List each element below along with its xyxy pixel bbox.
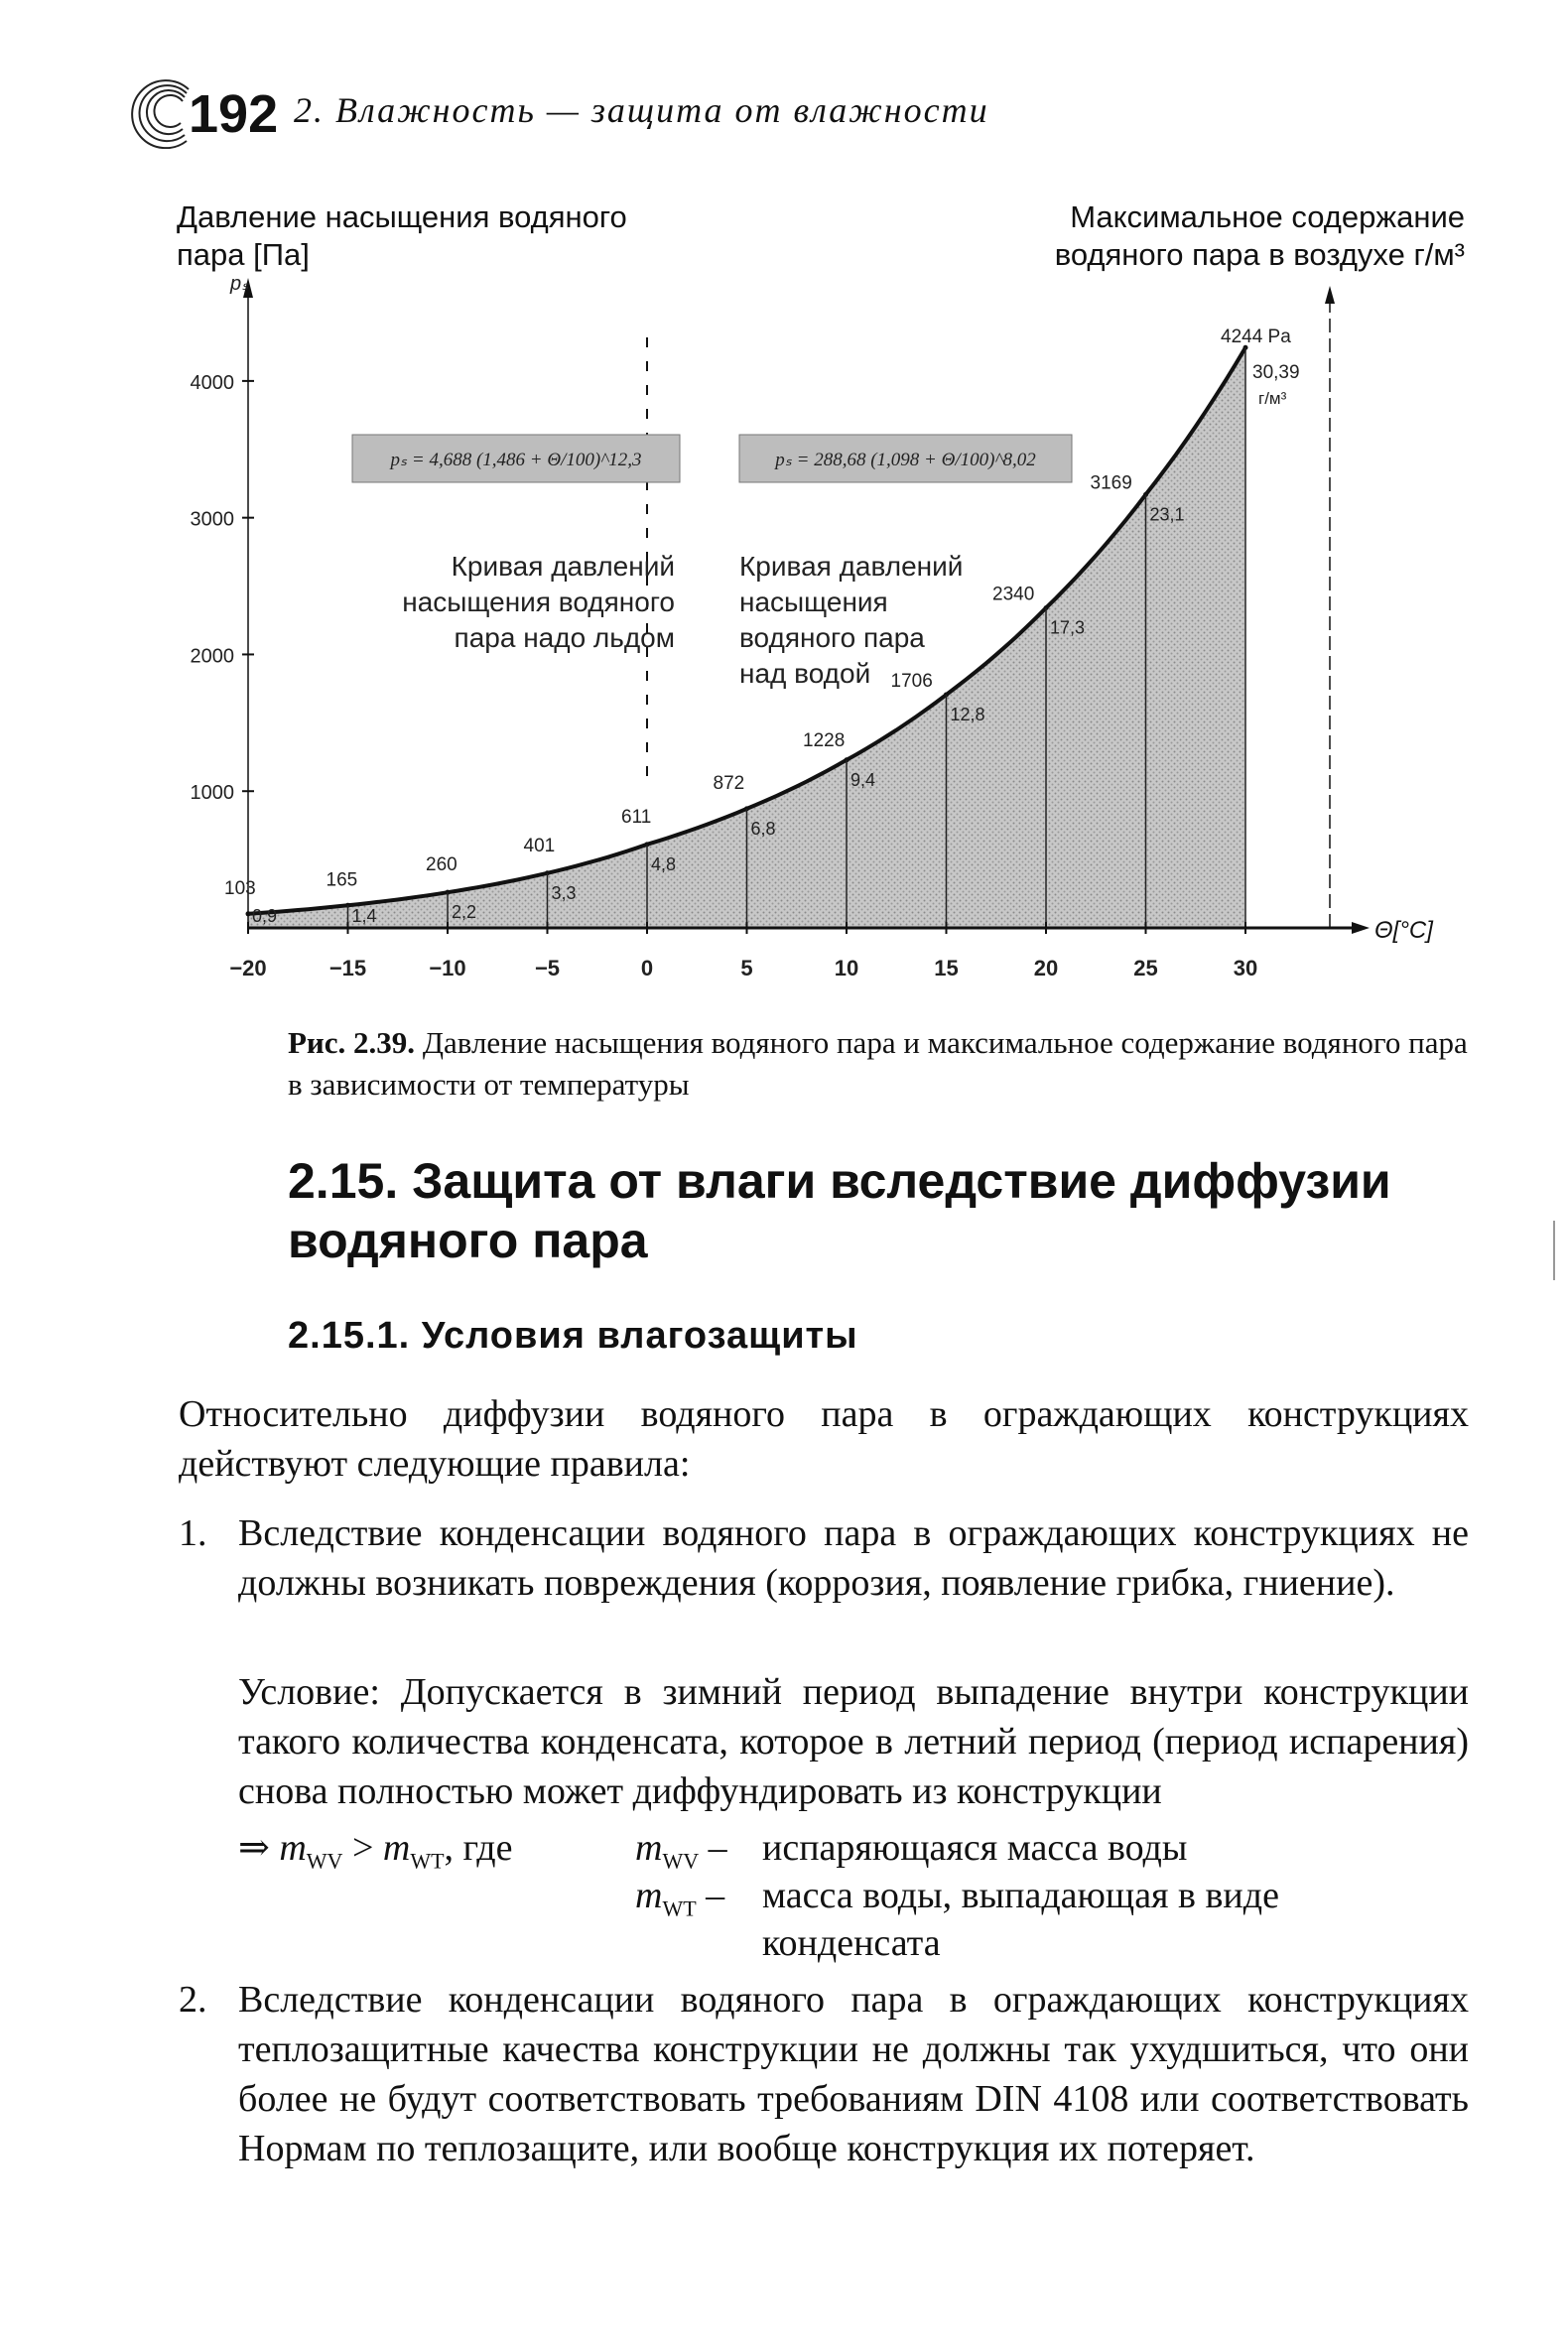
data-label: 1706 — [890, 670, 933, 692]
x-tick-label: −20 — [229, 956, 267, 980]
water-region-label: над водой — [739, 658, 871, 689]
humidity-label: 2,2 — [452, 902, 477, 923]
definition-symbol-letter: m — [635, 1875, 663, 1916]
y-tick-label: 3000 — [190, 508, 234, 531]
humidity-label: 12,8 — [950, 704, 985, 724]
definition-dash: – — [696, 1875, 725, 1916]
definition-symbol-subscript: WV — [662, 1848, 700, 1874]
data-label: 1228 — [803, 729, 846, 751]
x-tick-label: 10 — [834, 956, 859, 980]
x-tick-label: 15 — [934, 956, 959, 980]
water-region-label: насыщения — [739, 587, 888, 617]
figure-caption-text: Давление насыщения водяного пара и максимальное содержание водяного пара в зависимости от температуры — [288, 1025, 1468, 1102]
x-tick-label: −10 — [429, 956, 466, 980]
definition-symbol-letter: m — [635, 1827, 663, 1869]
data-label: 260 — [426, 854, 457, 876]
ice-region-label: Кривая давлений — [451, 551, 675, 582]
x-tick-label: 30 — [1233, 956, 1258, 980]
x-axis-arrow — [1352, 922, 1370, 934]
data-label: 2340 — [992, 584, 1035, 605]
x-tick-label: 20 — [1033, 956, 1059, 980]
water-region-label: Кривая давлений — [739, 551, 964, 582]
condition-paragraph: Условие: Допускается в зимний период выпадение внутри конструкции такого количества конденсата, которое в летний период (период испарения) снова полностью может диффундировать из конструкции — [238, 1671, 1469, 1812]
x-tick-label: −5 — [534, 956, 561, 980]
list-item-text: Вследствие конденсации водяного пара в ограждающих конструкциях теплозащитные качества конструкции не должны так ухудшиться, что они более не будут соответствовать требованиям DIN 4108 или соответствовать Нормам по теплозащите, или вообще конструкция их потеряет. — [238, 1979, 1469, 2169]
data-label: 611 — [621, 806, 652, 828]
formula-rhs-symbol: m — [382, 1827, 411, 1869]
formula-where: , где — [444, 1827, 513, 1869]
humidity-label: 3,3 — [551, 882, 577, 903]
humidity-label: 9,4 — [850, 769, 876, 790]
definition-text: масса воды, выпадающая в виде — [762, 1875, 1279, 1916]
definition-dash: – — [699, 1827, 727, 1869]
humidity-label: 0,9 — [252, 906, 278, 926]
page-number: 192 — [189, 84, 279, 144]
water-formula: pₛ = 288,68 (1,098 + Θ/100)^8,02 — [775, 450, 1036, 470]
ice-region-label: пара надо льдом — [454, 622, 675, 653]
intro-paragraph: Относительно диффузии водяного пара в ограждающих конструкциях действуют следующие правила: — [179, 1393, 1469, 1485]
ice-formula: pₛ = 4,688 (1,486 + Θ/100)^12,3 — [390, 450, 642, 470]
y-tick-label: 4000 — [190, 371, 234, 394]
spiral-logo-icon — [127, 69, 196, 149]
water-region-label: водяного пара — [739, 622, 925, 653]
definition-symbol — [635, 1872, 724, 1933]
data-label: 165 — [326, 869, 358, 891]
x-tick-label: 25 — [1133, 956, 1158, 980]
definition-text-continued: конденсата — [762, 1922, 941, 1964]
x-axis-title: Θ[°C] — [1374, 917, 1433, 944]
y-axis-symbol: pₛ — [230, 273, 249, 295]
data-label: 3169 — [1090, 472, 1132, 494]
subsection-heading: 2.15.1. Условия влагозащиты — [288, 1315, 858, 1357]
humidity-label: 1,4 — [351, 906, 377, 926]
list-item-number: 2. — [179, 1979, 207, 2021]
condition-formula — [238, 1824, 512, 1886]
definition-text: испаряющаяся масса воды — [762, 1827, 1188, 1869]
running-head: 2. Влажность — защита от влажности — [294, 90, 989, 130]
definition-symbol-subscript: WT — [662, 1895, 697, 1921]
figure-caption-number: Рис. 2.39. — [288, 1025, 416, 1060]
formula-operator: > — [342, 1827, 383, 1869]
saturation-pressure-chart — [0, 268, 1568, 1002]
y-tick-label: 2000 — [190, 645, 234, 668]
data-label: 103 — [224, 877, 256, 899]
section-heading: 2.15. Защита от влаги вследствие диффузии водяного пара — [288, 1153, 1391, 1268]
right-axis-arrow — [1325, 286, 1335, 304]
x-tick-label: 5 — [740, 956, 753, 980]
y-tick-label: 1000 — [190, 782, 234, 805]
list-item-text: Вследствие конденсации водяного пара в ограждающих конструкциях не должны возникать повреждения (коррозия, появление грибка, гниение). — [238, 1512, 1469, 1604]
list-item-number: 1. — [179, 1512, 207, 1554]
implies-arrow: ⇒ — [238, 1827, 270, 1869]
humidity-label: 6,8 — [750, 818, 776, 839]
chart-right-axis-title: Максимальное содержание водяного пара в воздухе г/м³ — [1054, 199, 1465, 272]
humidity-label: 4,8 — [651, 853, 677, 874]
formula-lhs-subscript: WV — [306, 1848, 343, 1874]
data-label: 401 — [523, 835, 556, 856]
formula-rhs-subscript: WT — [410, 1848, 445, 1874]
x-tick-label: 0 — [640, 956, 654, 980]
data-label: 872 — [713, 772, 745, 794]
end-value-label: 4244 Pa — [1221, 327, 1291, 347]
humidity-label: 17,3 — [1050, 617, 1086, 638]
humidity-label: 30,39 — [1252, 362, 1300, 383]
chart-left-axis-title: Давление насыщения водяного пара [Па] — [177, 199, 627, 272]
humidity-unit-label: г/м³ — [1258, 389, 1287, 408]
page-header — [127, 69, 1497, 169]
ice-region-label: насыщения водяного — [402, 587, 675, 617]
figure-caption — [288, 1022, 1469, 1106]
humidity-label: 23,1 — [1149, 504, 1185, 525]
formula-lhs-symbol: m — [279, 1827, 307, 1869]
page-edge-mark — [1553, 1221, 1555, 1280]
x-tick-label: −15 — [328, 956, 367, 980]
